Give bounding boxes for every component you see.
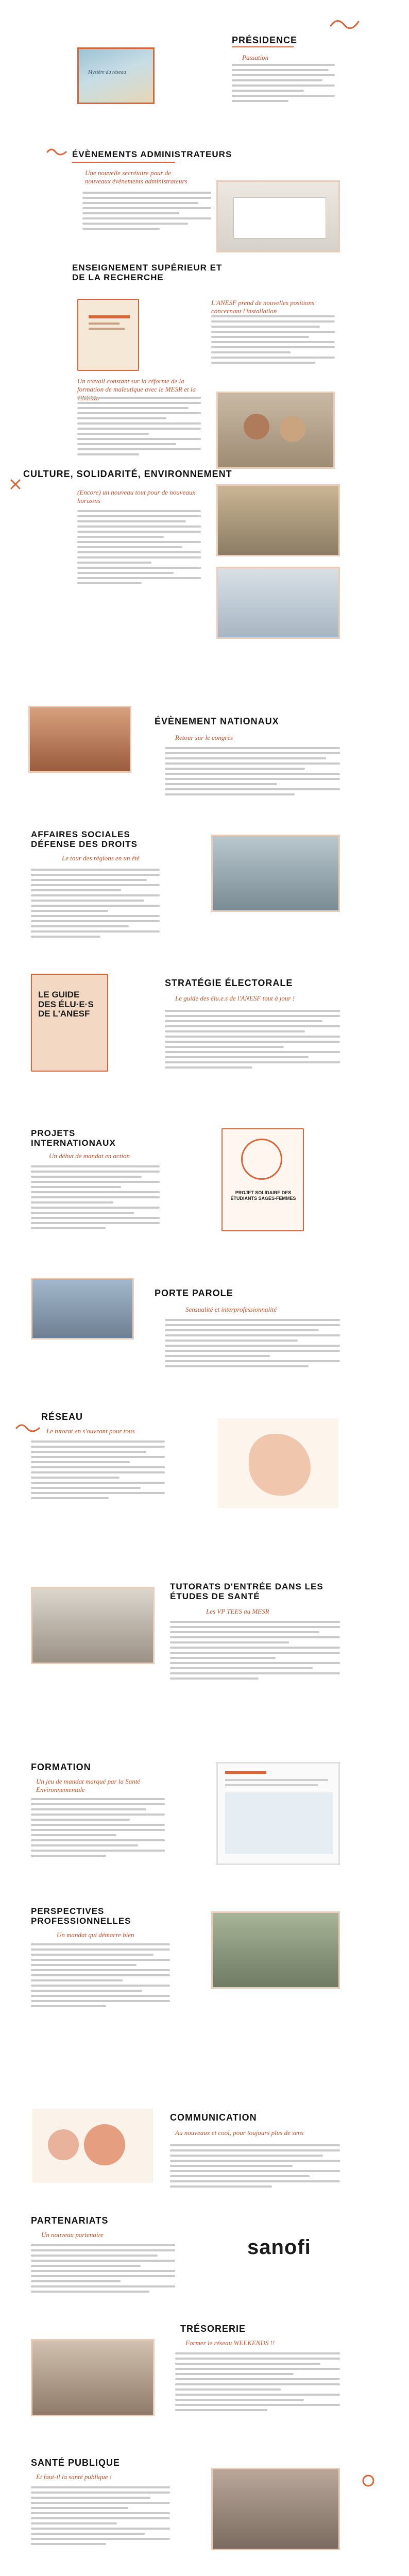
doodle-1 xyxy=(330,15,361,31)
tutorats-quote: Les VP TEES au MESR xyxy=(206,1607,269,1615)
formation-paragraph xyxy=(31,1798,165,1860)
guide-line-2: DES ÉLU·E·S xyxy=(38,999,94,1009)
enseignement-side-quote: L'ANESF prend de nouvelles positions concernant l'installation xyxy=(211,299,315,315)
enseignement-photo xyxy=(216,392,335,469)
communication-paragraph xyxy=(170,2144,340,2191)
formation-quote: Un jeu de mandat marqué par la Santé Environnementale xyxy=(36,1777,141,1794)
porte-parole-quote: Sensualité et interprofessionnalité xyxy=(185,1306,277,1313)
tutorats-title: TUTORATS D'ENTRÉE DANS LES ÉTUDES DE SANTÉ xyxy=(170,1582,323,1602)
section-evenement-national xyxy=(0,696,409,809)
doodle-3 xyxy=(10,479,21,489)
tutorats-photo xyxy=(31,1587,155,1664)
sante-publique-photo xyxy=(211,2468,340,2550)
communication-illustration xyxy=(31,2107,155,2184)
section-tutorats xyxy=(0,1577,409,1747)
projets-quote: Un début de mandat en action xyxy=(49,1152,130,1160)
guide-line-1: LE GUIDE xyxy=(38,990,80,999)
presidence-quote: Passation xyxy=(242,54,269,61)
reseau-paragraph xyxy=(31,1440,165,1502)
presidence-paragraph xyxy=(232,64,335,105)
reseau-map xyxy=(216,1417,340,1510)
doodle-5 xyxy=(361,2473,376,2488)
tresorerie-paragraph xyxy=(175,2352,340,2414)
reseau-quote: Le tutorat en s'ouvrant pour tous xyxy=(46,1427,135,1435)
culture-photo-bottom xyxy=(216,567,340,639)
affaires-sociales-quote: Le tour des régions en un été xyxy=(62,854,140,862)
perspectives-quote: Un mandat qui démarre bien xyxy=(57,1931,134,1939)
section-culture xyxy=(0,464,409,659)
evenement-national-quote: Retour sur le congrès xyxy=(175,734,233,741)
sante-publique-paragraph xyxy=(31,2486,170,2548)
section-affaires-sociales xyxy=(0,829,409,969)
section-communication xyxy=(0,2102,409,2215)
evenements-admin-quote: Une nouvelle secrétaire pour de nouveaux évènements administrateurs xyxy=(85,169,188,185)
section-perspectives xyxy=(0,1906,409,2102)
doodle-4 xyxy=(15,1422,41,1434)
perspectives-photo xyxy=(211,1911,340,1989)
guide-line-3: DE L'ANESF xyxy=(38,1009,90,1019)
communication-quote: Au nouveaux et cool, pour toujours plus de sens xyxy=(175,2129,304,2137)
partenariats-quote: Un nouveau partenaire xyxy=(41,2231,104,2239)
section-formation xyxy=(0,1762,409,1901)
culture-photo-top xyxy=(216,484,340,556)
section-partenariats xyxy=(0,2215,409,2329)
section-strategie xyxy=(0,969,409,1123)
presidence-photo xyxy=(77,47,155,104)
tresorerie-title: TRÉSORERIE xyxy=(180,2324,246,2334)
formation-title: FORMATION xyxy=(31,1762,91,1772)
partenariats-paragraph xyxy=(31,2244,175,2296)
enseignement-title: ENSEIGNEMENT SUPÉRIEUR ET DE LA RECHERCHE xyxy=(72,263,223,283)
projets-poster-line-2: ÉTUDIANTS SAGES-FEMMES xyxy=(230,1196,296,1201)
culture-title: CULTURE, SOLIDARITÉ, ENVIRONNEMENT xyxy=(23,469,232,479)
partenariats-title: PARTENARIATS xyxy=(31,2215,109,2226)
evenement-national-photo xyxy=(28,706,131,773)
evenements-admin-paragraph xyxy=(82,192,211,233)
tutorats-paragraph xyxy=(170,1621,340,1683)
presidence-title: PRÉSIDENCE xyxy=(232,35,298,45)
communication-title: COMMUNICATION xyxy=(170,2112,257,2123)
affaires-sociales-title: AFFAIRES SOCIALES DÉFENSE DES DROITS xyxy=(31,829,138,850)
evenements-admin-photo xyxy=(216,180,340,252)
tresorerie-photo xyxy=(31,2339,155,2416)
enseignement-paragraph xyxy=(77,397,201,459)
guide-cover xyxy=(31,974,108,1072)
evenement-national-paragraph xyxy=(165,747,340,799)
section-porte-parole xyxy=(0,1278,409,1406)
culture-quote: (Encore) un nouveau tout pour de nouveaux horizons xyxy=(77,488,196,505)
section-projets xyxy=(0,1123,409,1278)
sante-publique-title: SANTÉ PUBLIQUE xyxy=(31,2458,121,2468)
tresorerie-quote: Former le réseau WEEKENDS !! xyxy=(185,2339,275,2347)
strategie-paragraph xyxy=(165,1010,340,1072)
evenements-admin-title: ÉVÈNEMENTS ADMINISTRATEURS xyxy=(72,149,232,159)
affaires-sociales-paragraph xyxy=(31,869,160,941)
porte-parole-paragraph xyxy=(165,1319,340,1370)
evenement-national-title: ÉVÈNEMENT NATIONAUX xyxy=(155,716,279,726)
porte-parole-title: PORTE PAROLE xyxy=(155,1288,233,1298)
perspectives-paragraph xyxy=(31,1943,170,2010)
section-reseau xyxy=(0,1412,409,1582)
projets-poster-line-1: PROJET SOLIDAIRE DES xyxy=(235,1190,292,1195)
strategie-title: STRATÉGIE ÉLECTORALE xyxy=(165,978,293,988)
presidence-rule xyxy=(232,46,294,47)
projets-poster xyxy=(221,1128,304,1231)
strategie-quote: Le guide des élu.e.s de l'ANESF tout à jour ! xyxy=(175,994,295,1002)
projets-paragraph xyxy=(31,1165,160,1232)
porte-parole-photo xyxy=(31,1278,134,1340)
projets-title: PROJETS INTERNATIONAUX xyxy=(31,1128,116,1148)
section-sante-publique xyxy=(0,2458,409,2576)
section-enseignement xyxy=(0,242,409,453)
affaires-sociales-photo xyxy=(211,835,340,912)
formation-screenshot xyxy=(216,1762,340,1865)
perspectives-title: PERSPECTIVES PROFESSIONNELLES xyxy=(31,1906,131,1926)
reseau-title: RÉSEAU xyxy=(41,1412,83,1422)
culture-paragraph xyxy=(77,510,201,587)
section-tresorerie xyxy=(0,2318,409,2458)
presidence-photo-caption: Mystère du réseau xyxy=(88,70,126,75)
sanofi-logo: sanofi xyxy=(247,2236,311,2259)
enseignement-book xyxy=(77,299,139,371)
doodle-2 xyxy=(46,147,67,157)
sante-publique-quote: Et faut-il la santé publique ! xyxy=(36,2473,112,2481)
enseignement-quote: Un travail constant sur la réforme de la formation de maïeutique avec le MESR et la xyxy=(77,377,196,394)
